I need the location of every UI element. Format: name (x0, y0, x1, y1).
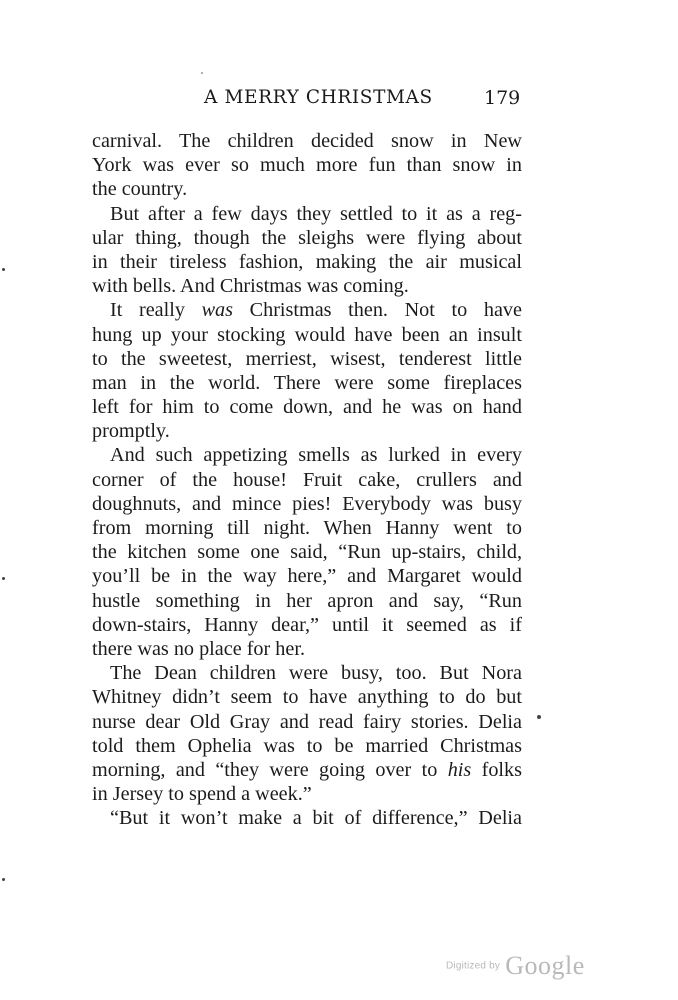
text-line: The Dean children were busy, too. But Nora (110, 662, 522, 685)
text-line: there was no place for her. (92, 637, 305, 660)
text-line: But after a few days they settled to it as a reg- (110, 202, 522, 225)
text-line: to the sweetest, merriest, wisest, tenderest little (92, 347, 522, 370)
text-line: carnival. The children decided snow in New (92, 130, 522, 152)
text-line: ular thing, though the sleighs were flying about (92, 226, 522, 249)
text-line: the country. (92, 178, 188, 201)
text-line: And such appetizing smells as lurked in every (110, 444, 522, 467)
page-number: 179 (484, 87, 521, 109)
text-line: left for him to come down, and he was on hand (92, 396, 522, 419)
text-line: promptly. (92, 420, 170, 443)
text-line: in Jersey to spend a week.” (92, 783, 312, 806)
text-line: Whitney didn’t seem to have anything to do but (92, 686, 522, 709)
text-line: with bells. And Christmas was coming. (92, 275, 409, 298)
text-line: the kitchen some one said, “Run up-stairs, child, (92, 541, 522, 564)
text-line: hustle something in her apron and say, “Run (92, 589, 522, 612)
scan-speck (537, 715, 541, 719)
scan-speck (2, 878, 5, 881)
text-line: nurse dear Old Gray and read fairy stories. Delia (92, 710, 522, 733)
scan-speck (2, 268, 5, 271)
emphasis: was (201, 299, 233, 322)
emphasis: his (447, 758, 472, 781)
watermark-prefix: Digitized by (446, 960, 501, 972)
body-text (92, 129, 522, 830)
text-line: York was ever so much more fun than snow in (92, 154, 522, 177)
scan-speck (2, 577, 5, 580)
text-line: hung up your stocking would have been an insult (92, 323, 522, 346)
text-line: down-stairs, Hanny dear,” until it seemed as if (92, 613, 522, 636)
running-title: A MERRY CHRISTMAS (204, 87, 433, 108)
scan-speck (201, 72, 203, 74)
text-line: morning, and “they were going over to his folks (92, 758, 522, 781)
digitized-watermark (446, 951, 585, 981)
text-line: “But it won’t make a bit of difference,” Delia (110, 807, 522, 830)
text-line: doughnuts, and mince pies! Everybody was busy (92, 492, 522, 515)
text-line: from morning till night. When Hanny went to (92, 517, 522, 539)
text-line: in their tireless fashion, making the air musical (92, 250, 522, 273)
text-line: man in the world. There were some fireplaces (92, 371, 522, 394)
text-line: you’ll be in the way here,” and Margaret would (92, 565, 522, 588)
google-logo: Google (505, 951, 585, 980)
text-line: corner of the house! Fruit cake, crullers and (92, 468, 522, 491)
text-line: It really was Christmas then. Not to have (110, 299, 522, 322)
text-line: told them Ophelia was to be married Christmas (92, 734, 522, 757)
